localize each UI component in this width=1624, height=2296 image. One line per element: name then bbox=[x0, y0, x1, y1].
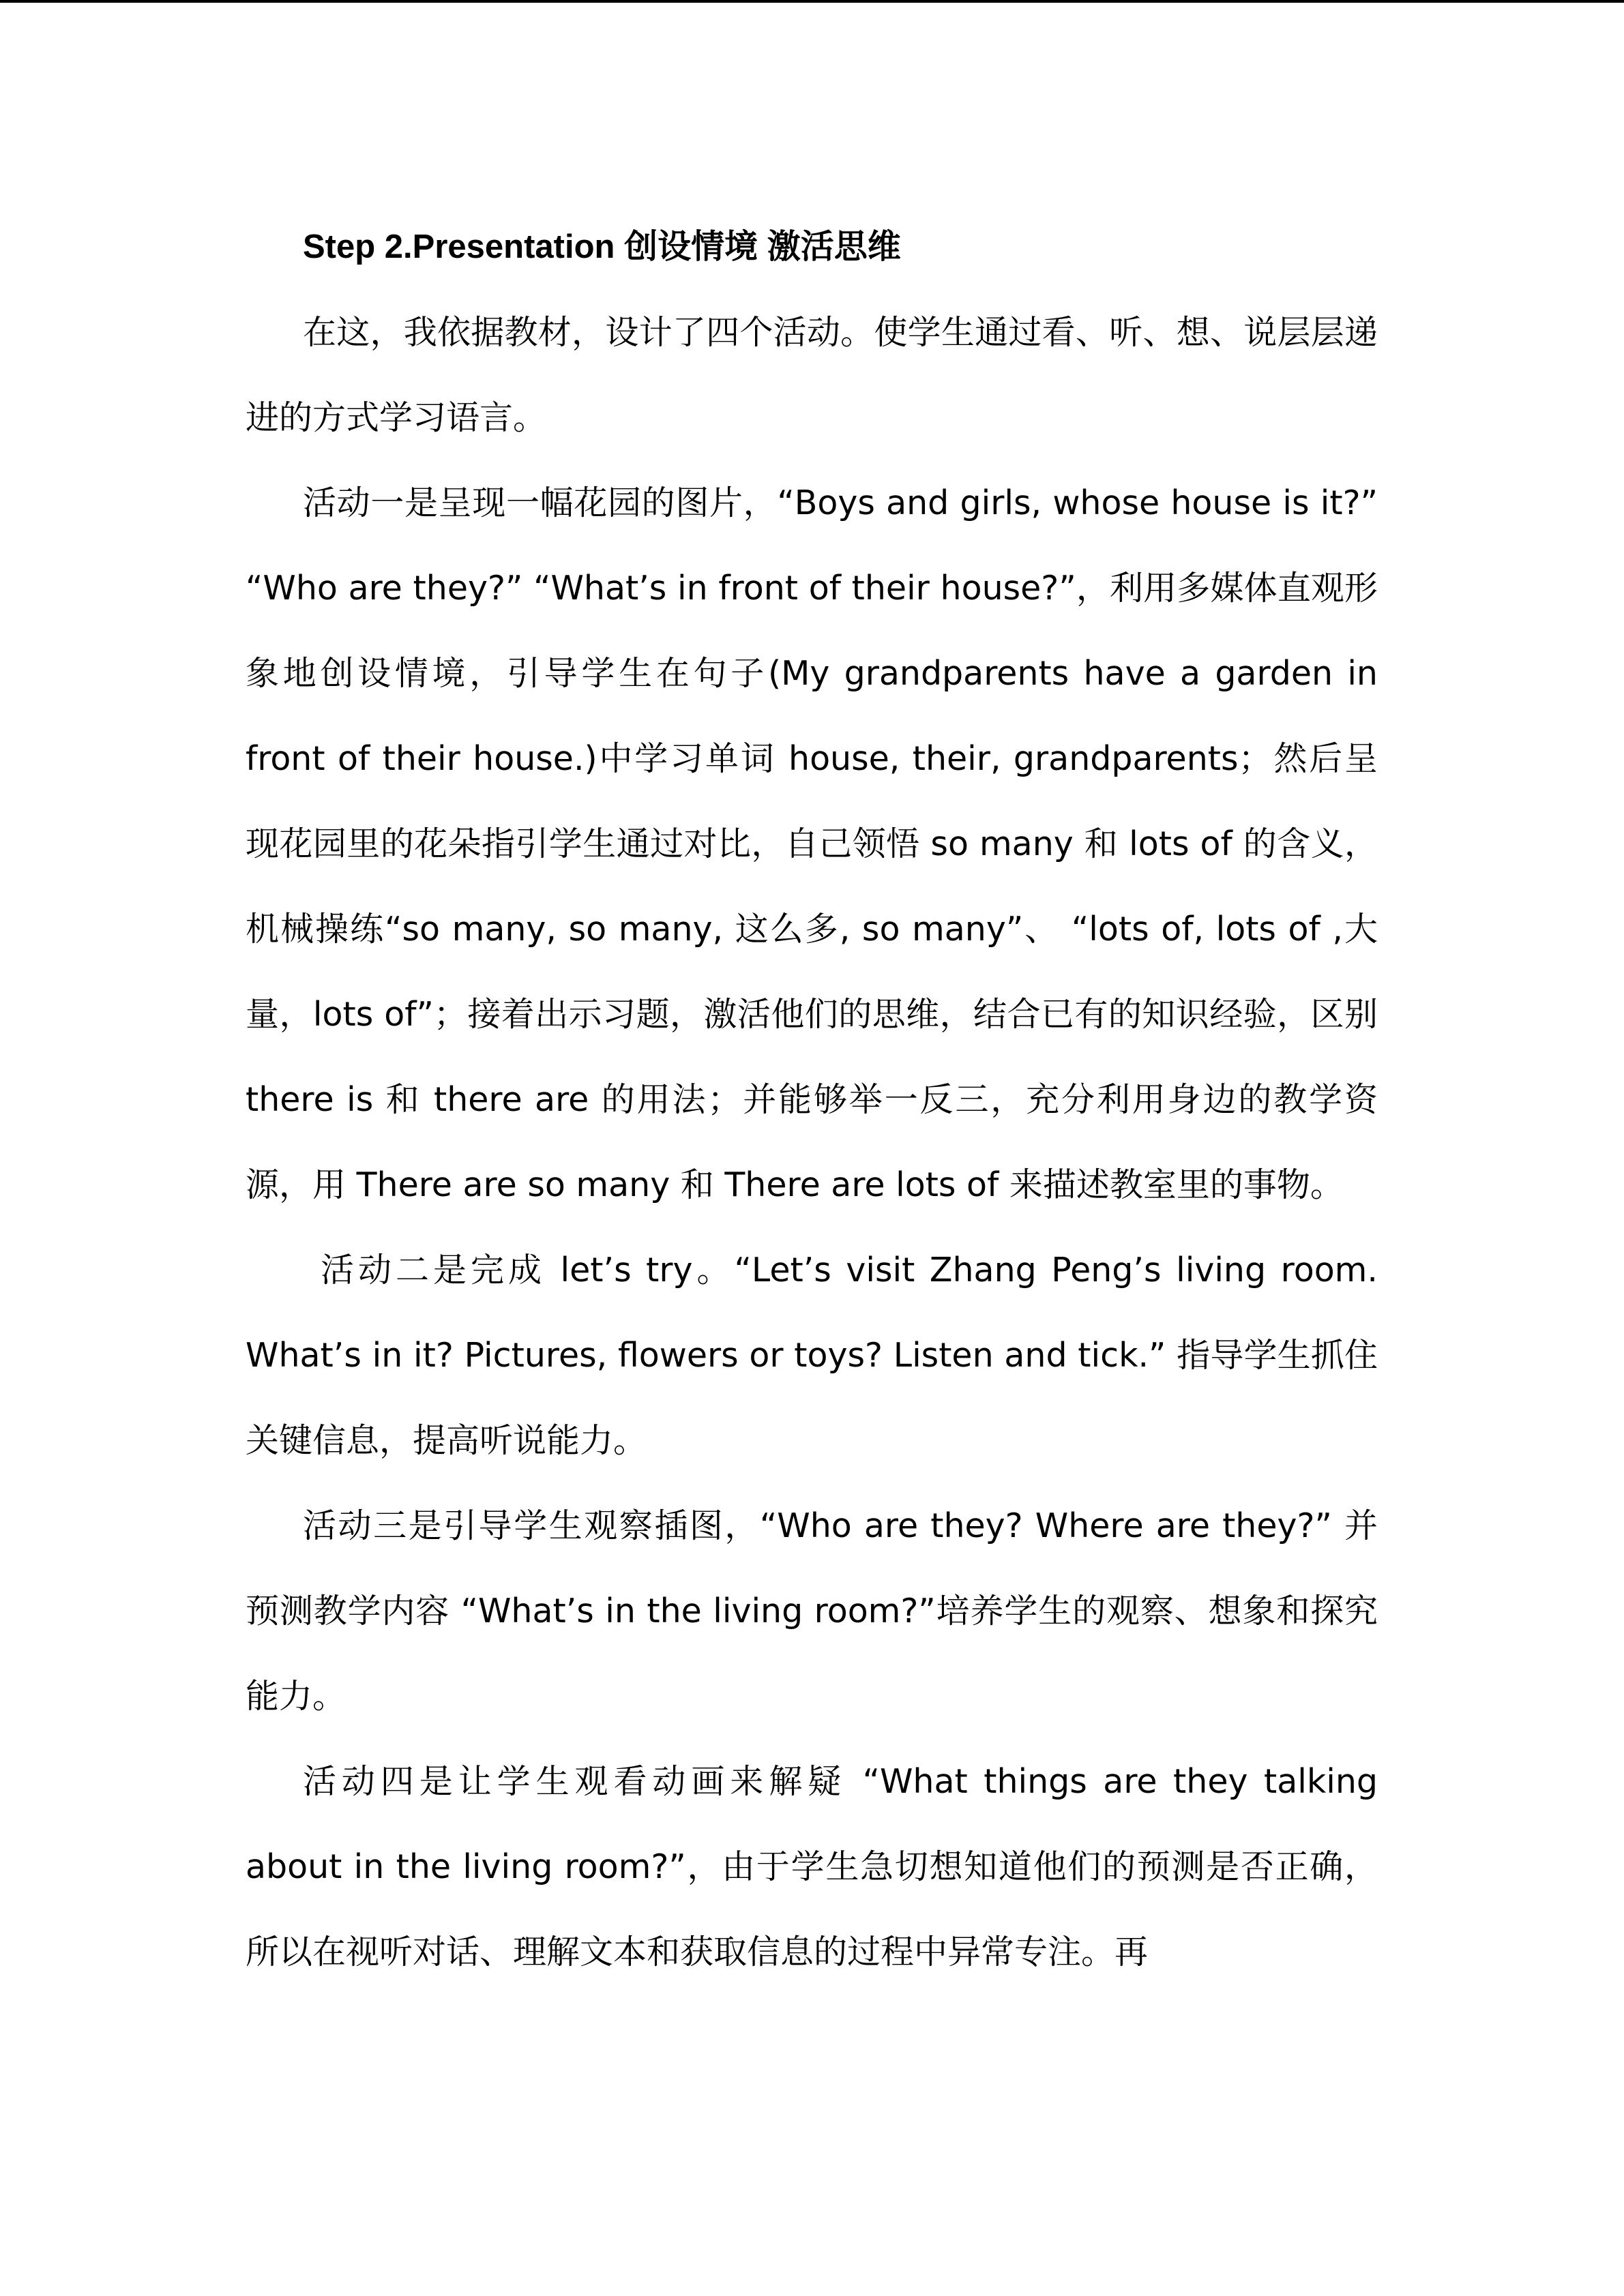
section-heading: Step 2.Presentation 创设情境 激活思维 bbox=[303, 228, 901, 265]
paragraph-activity-one: 活动一是呈现一幅花园的图片，“Boys and girls, whose house is it?” “Who are they?” “What’s in front of their house?”，利用多媒体直观形象地创设情境，引导学生在句子(My grandparents have a garden in front of their house.)中学习单词 house, their, grandparents；然后呈现花园里的花朵指引学生通过对比，自己领悟 so many 和 lots of 的含义，机械操练“so many, so many, 这么多, so many”、 “lots of, lots of ,大量，lots of”；接着出示习题，激活他们的思维，结合已有的知识经验，区别 there is 和 there are 的用法；并能够举一反三，充分利用身边的教学资源，用 There are so many 和 There are lots of 来描述教室里的事物。 bbox=[246, 483, 1378, 1204]
paragraph-activity-four: 活动四是让学生观看动画来解疑 “What things are they talking about in the living room?”，由于学生急切想知道他们的预测是否正确，所以在视听对话、理解文本和获取信息的过程中异常专注。再 bbox=[246, 1762, 1378, 1971]
paragraph-activity-two: 活动二是完成 let’s try。“Let’s visit Zhang Peng’s living room. What’s in it? Pictures, flowers or toys? Listen and tick.” 指导学生抓住关键信息，提高听说能力。 bbox=[246, 1251, 1378, 1460]
paragraph-activity-three: 活动三是引导学生观察插图，“Who are they? Where are they?” 并预测教学内容 “What’s in the living room?”培养学生的观察、想象和探究能力。 bbox=[246, 1506, 1378, 1716]
paragraph-intro: 在这，我依据教材，设计了四个活动。使学生通过看、听、想、说层层递进的方式学习语言。 bbox=[246, 313, 1378, 437]
page-top-border bbox=[0, 0, 1624, 3]
document-body bbox=[246, 205, 1378, 1995]
